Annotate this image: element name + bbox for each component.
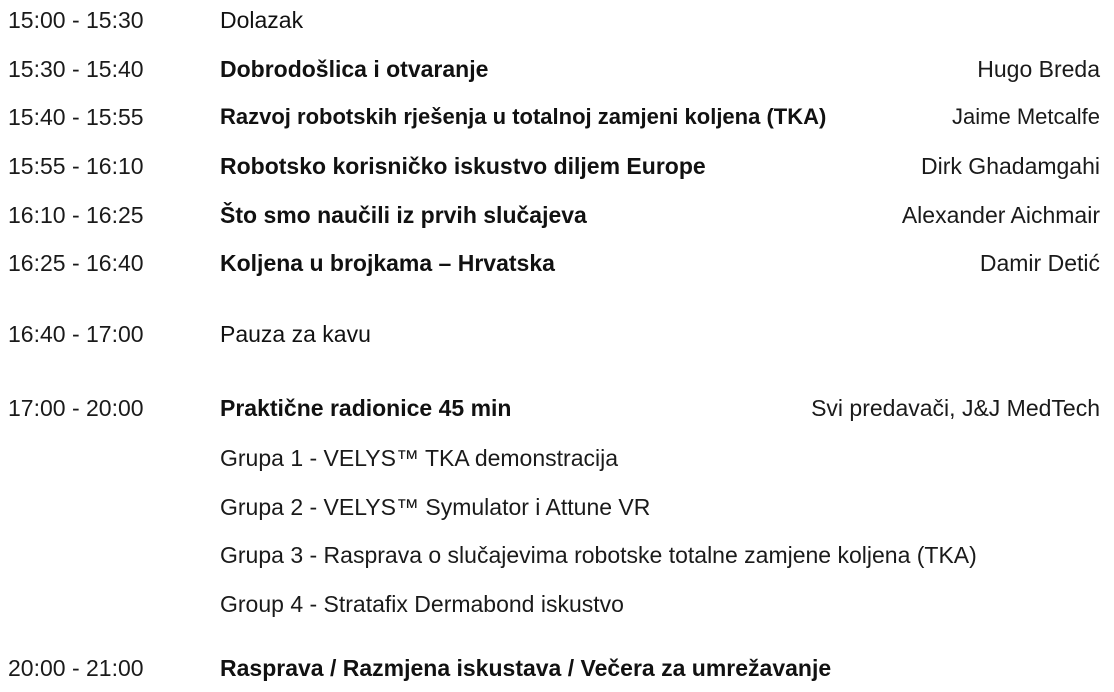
agenda-title: Dolazak [220, 7, 304, 33]
agenda-title: Robotsko korisničko iskustvo diljem Europe [220, 153, 706, 179]
agenda-row [0, 146, 1114, 186]
agenda-speaker: Alexander Aichmair [901, 202, 1100, 228]
agenda-row [0, 97, 1114, 137]
workshop-group: Group 4 - Stratafix Dermabond iskustvo [220, 591, 624, 617]
agenda-title: Što smo naučili iz prvih slučajeva [220, 202, 587, 228]
agenda-speaker: Hugo Breda [977, 56, 1100, 82]
agenda-title: Rasprava / Razmjena iskustava / Večera za umrežavanje [220, 655, 832, 681]
agenda-row [0, 0, 1114, 40]
agenda-time: 15:40 - 15:55 [8, 104, 144, 130]
agenda-title: Razvoj robotskih rješenja u totalnoj zamjeni koljena (TKA) [220, 104, 827, 129]
agenda-title: Koljena u brojkama – Hrvatska [220, 250, 555, 276]
agenda-speaker: Damir Detić [979, 250, 1100, 276]
agenda-row [0, 648, 1114, 688]
agenda-row [0, 314, 1114, 354]
agenda-time: 15:30 - 15:40 [8, 56, 144, 82]
agenda-time: 20:00 - 21:00 [8, 655, 144, 681]
agenda-speaker: Svi predavači, J&J MedTech [811, 395, 1100, 421]
workshop-group: Grupa 2 - VELYS™ Symulator i Attune VR [220, 494, 651, 520]
agenda-time: 16:25 - 16:40 [8, 250, 144, 276]
agenda-speaker: Jaime Metcalfe [952, 104, 1100, 129]
agenda-row [0, 49, 1114, 89]
agenda-row [0, 388, 1114, 428]
agenda-title: Dobrodošlica i otvaranje [220, 56, 489, 82]
agenda-title: Pauza za kavu [220, 321, 371, 347]
workshop-group: Grupa 3 - Rasprava o slučajevima robotske totalne zamjene koljena (TKA) [220, 542, 977, 568]
agenda-time: 16:10 - 16:25 [8, 202, 144, 228]
agenda-title: Praktične radionice 45 min [220, 395, 512, 421]
agenda-speaker: Dirk Ghadamgahi [921, 153, 1100, 179]
agenda-time: 15:00 - 15:30 [8, 7, 144, 33]
agenda-time: 17:00 - 20:00 [8, 395, 144, 421]
agenda-time: 15:55 - 16:10 [8, 153, 144, 179]
agenda-time: 16:40 - 17:00 [8, 321, 144, 347]
agenda-row [0, 243, 1114, 283]
workshop-group: Grupa 1 - VELYS™ TKA demonstracija [220, 445, 618, 471]
agenda-row [0, 195, 1114, 235]
